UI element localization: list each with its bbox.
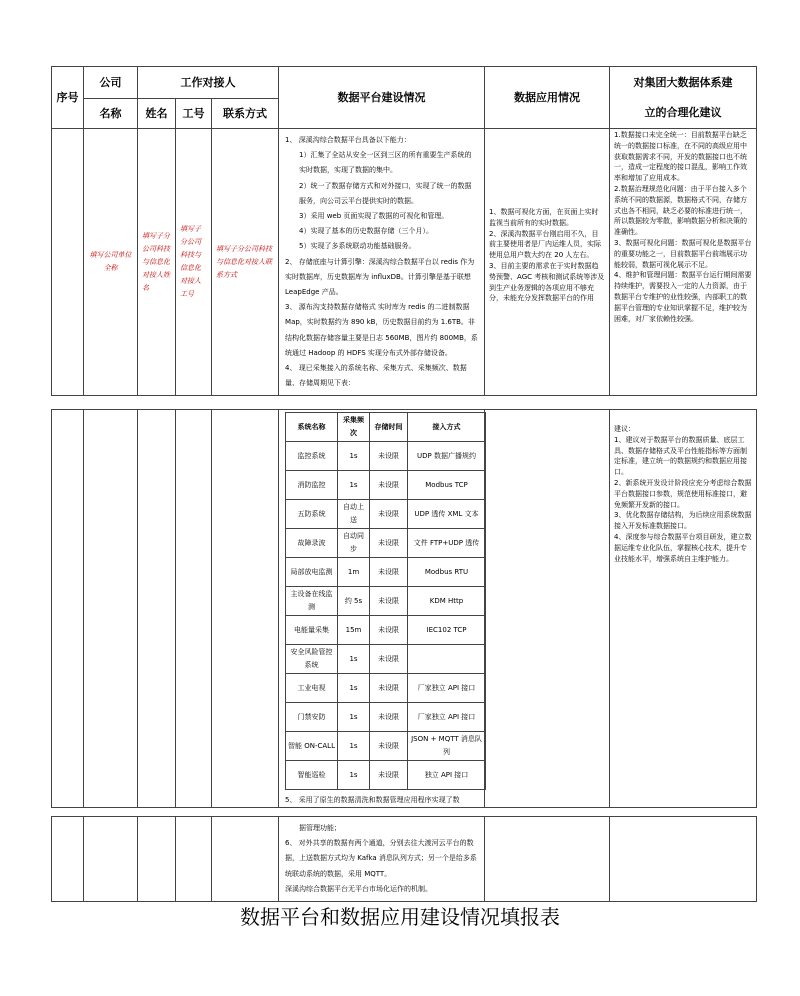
header-name: 姓名: [138, 99, 176, 129]
system-cell: 厂家独立 API 接口: [408, 703, 486, 732]
system-table-header-cell: 采集频次: [338, 413, 370, 442]
system-row: [286, 732, 486, 761]
system-row: [286, 703, 486, 732]
header-suggestion-line2: 立的合理化建议: [644, 105, 722, 119]
suggestion-paragraph: 2.数据治理规范化问题：由于平台接入多个系统不同的数据源，数据格式不同，存储方式也各不相同，缺乏必要的标准进行统一，所以数据较为零散，影响数据分析和决策的准确性。: [614, 184, 748, 237]
header-job-no: 工号: [176, 99, 212, 129]
header-contact-group: 工作对接人: [138, 67, 279, 99]
system-cell: 1s: [338, 703, 370, 732]
system-cell: 五防系统: [286, 500, 338, 529]
header-company-2: 名称: [84, 99, 138, 129]
system-cell: 未设限: [370, 442, 408, 471]
table-row: [52, 410, 757, 808]
table-row: [52, 817, 757, 902]
platform-paragraph: 据管理功能；: [299, 824, 341, 832]
system-cell: 约 5s: [338, 587, 370, 616]
suggestion-paragraph: 1.数据接口未完全统一：目前数据平台缺乏统一的数据接口标准，在不同的高级应用中获取数据需求不同，开发的数据接口也不统一，造成一定程度的接口混乱，影响工作效率和增加了应用成本。: [614, 131, 748, 183]
header-seq: 序号: [52, 67, 84, 129]
suggestion-paragraph: 3、数据可视化问题：数据可视化是数据平台的重要功能之一，目前数据平台前端展示功能较弱，数据可视化展示不足。: [614, 238, 752, 269]
system-cell: 主设备在线监测: [286, 587, 338, 616]
system-cell: 未设限: [370, 529, 408, 558]
system-cell: 智能 ON-CALL: [286, 732, 338, 761]
system-row: [286, 674, 486, 703]
system-row: [286, 587, 486, 616]
system-cell: 消防监控: [286, 471, 338, 500]
application-paragraph: 1、数据可视化方面，在页面上实时监视当前所有的实时数据。: [489, 208, 599, 227]
system-cell: 自动同步: [338, 529, 370, 558]
system-cell: 未设限: [370, 558, 408, 587]
system-cell: 15m: [338, 616, 370, 645]
system-cell: UDP 数据广播规约: [408, 442, 486, 471]
system-cell: 智能巡检: [286, 761, 338, 790]
suggestion-cell: [610, 410, 757, 808]
platform-paragraph: 2）统一了数据存储方式和对外接口，实现了统一的数据服务，向公司云平台提供实时的数据。: [299, 181, 472, 205]
system-cell: 文件 FTP+UDP 透传: [408, 529, 486, 558]
system-cell: 电能量采集: [286, 616, 338, 645]
system-cell: IEC102 TCP: [408, 616, 486, 645]
platform-paragraph: 5）实现了多系统联动功能基础服务。: [299, 242, 416, 251]
suggestion-cell: [610, 129, 757, 396]
system-row: [286, 616, 486, 645]
header-platform: 数据平台建设情况: [279, 67, 485, 129]
contact-job-no-cell[interactable]: 填写子分公司科技与信息化对接人工号: [176, 129, 212, 396]
system-cell: 未设限: [370, 587, 408, 616]
system-table-header: [286, 413, 486, 442]
system-cell: 门禁安防: [286, 703, 338, 732]
system-table-header-cell: 系统名称: [286, 413, 338, 442]
system-cell: 未设限: [370, 645, 408, 674]
system-cell: 1m: [338, 558, 370, 587]
system-row: [286, 529, 486, 558]
company-name-cell[interactable]: 填写公司单位全称: [84, 129, 138, 396]
report-table-continued: [51, 409, 757, 808]
platform-paragraph: 1）汇集了全站从安全一区到三区的所有重要生产系统的实时数据，实现了数据的集中。: [299, 151, 472, 175]
system-cell: [408, 645, 486, 674]
system-cell: UDP 透传 XML 文本: [408, 500, 486, 529]
system-row: [286, 761, 486, 790]
platform-cell: [279, 129, 485, 396]
system-cell: 独立 API 接口: [408, 761, 486, 790]
system-row: [286, 442, 486, 471]
system-cell: 自动上送: [338, 500, 370, 529]
contact-name-cell[interactable]: 填写子分公司科技与信息化对接人姓名: [138, 129, 176, 396]
system-cell: 1s: [338, 761, 370, 790]
system-cell: 未设限: [370, 761, 408, 790]
application-paragraph: 2、深溪沟数据平台刚启用不久，目前主要使用者是厂内运维人员，实际使用总用户数大约在 20 人左右。: [489, 229, 602, 260]
system-cell: Modbus TCP: [408, 471, 486, 500]
system-row: [286, 645, 486, 674]
system-cell: JSON + MQTT 消息队列: [408, 732, 486, 761]
system-cell: 1s: [338, 645, 370, 674]
platform-paragraph: 4、 现已采集接入的系统名称、采集方式、采集频次、数据量、存储周期见下表：: [285, 364, 467, 388]
system-cell: 未设限: [370, 471, 408, 500]
header-contact: 联系方式: [212, 99, 279, 129]
system-row: [286, 558, 486, 587]
header-suggestion-line1: 对集团大数据体系建: [633, 75, 733, 89]
system-cell: 1s: [338, 674, 370, 703]
suggestion-paragraph: 建议：: [614, 425, 635, 433]
suggestion-paragraph: 4、深度参与综合数据平台项目研发，建立数据运维专业化队伍，掌握核心技术，提升专业技能水平，增强系统自主维护能力。: [614, 532, 752, 563]
report-table-final: [51, 816, 757, 902]
platform-paragraph: 1、 深溪沟综合数据平台具备以下能力：: [285, 136, 411, 144]
application-paragraph: 3、目前主要的需求在于实时数据趋势预警、AGC 考核和测试系统等涉及到生产业务逻辑的各项应用不够充分，未能充分发挥数据平台的作用: [489, 261, 605, 303]
system-cell: Modbus RTU: [408, 558, 486, 587]
suggestion-paragraph: 2、新系统开发设计阶段应充分考虑综合数据平台数据接口参数，规范使用标准接口，避免频繁开发新的接口。: [614, 478, 752, 509]
system-cell: 厂家独立 API 接口: [408, 674, 486, 703]
system-cell: 未设限: [370, 500, 408, 529]
system-cell: 1s: [338, 732, 370, 761]
system-cell: 安全风险管控系统: [286, 645, 338, 674]
platform-cell: [279, 817, 485, 902]
application-cell: [485, 129, 610, 396]
suggestion-paragraph: 4、维护和管理问题：数据平台运行期间需要持续维护，需要投入一定的人力资源，由于数据平台专维护的业性较强，内部职工的数据平台管理的专业知识掌握不足，维护较为困难，对厂家依赖性较强。: [614, 271, 752, 323]
system-cell: 1s: [338, 471, 370, 500]
page-title: 数据平台和数据应用建设情况填报表: [240, 905, 560, 929]
platform-paragraph: 6、 对外共享的数据有两个通道，分别去往大渡河云平台的数据，上送数据方式均为 Kafka 消息队列方式；另一个是给多系统联动系统的数据，采用 MQTT。: [285, 839, 477, 878]
system-cell: 1s: [338, 442, 370, 471]
system-table-header-cell: 存储时间: [370, 413, 408, 442]
system-cell: KDM Http: [408, 587, 486, 616]
system-cell: 未设限: [370, 674, 408, 703]
header-suggestion: [610, 67, 757, 129]
system-row: [286, 500, 486, 529]
system-cell: 局部放电监测: [286, 558, 338, 587]
system-cell: 未设限: [370, 732, 408, 761]
system-row: [286, 471, 486, 500]
seq-cell: [52, 129, 84, 396]
system-cell: 监控系统: [286, 442, 338, 471]
system-table: [285, 412, 486, 790]
system-cell: 未设限: [370, 616, 408, 645]
system-cell: 工业电视: [286, 674, 338, 703]
report-table: [51, 66, 757, 396]
platform-paragraph: 3、 源布沟支持数据存储格式 实时库为 redis 的二进制数据 Map，实时数据约为 890 kB，历史数据目前约为 1.6TB。非结构化数据存储容量主要是日志 560MB，图片约 800MB，系统通过 Hadoop 的 HDFS 实现分布式外部存储设备。: [285, 303, 478, 357]
platform-paragraph: 4）实现了基本的历史数据存储（三个月）。: [299, 227, 433, 236]
header-company-1: 公司: [84, 67, 138, 99]
contact-info-cell[interactable]: 填写子分公司科技与信息化对接人联系方式: [212, 129, 279, 396]
platform-note-5: 5、 采用了原生的数据清洗和数据管理应用程序实现了数: [285, 796, 460, 804]
platform-paragraph: 3）采用 web 页面实现了数据的可视化和管理。: [299, 212, 449, 221]
system-cell: 故障录波: [286, 529, 338, 558]
header-application: 数据应用情况: [485, 67, 610, 129]
platform-paragraph: 深溪沟综合数据平台无平台市场化运作的机制。: [285, 884, 432, 893]
system-table-header-cell: 接入方式: [408, 413, 486, 442]
suggestion-paragraph: 1、建议对于数据平台的数据质量、底层工具、数据存储格式及平台性能指标等方面制定标准，建立统一的数据规约和数据应用接口。: [614, 435, 747, 477]
platform-cell: [279, 410, 485, 808]
table-row: [52, 129, 757, 396]
system-cell: 未设限: [370, 703, 408, 732]
platform-paragraph: 2、 存储底座与计算引擎：深溪沟综合数据平台以 redis 作为实时数据库，历史数据库为 influxDB。计算引擎是基于联想 LeapEdge 产品。: [285, 257, 475, 297]
suggestion-paragraph: 3、优化数据存储结构，为后续应用系统数据接入开发标准数据接口。: [614, 511, 752, 531]
